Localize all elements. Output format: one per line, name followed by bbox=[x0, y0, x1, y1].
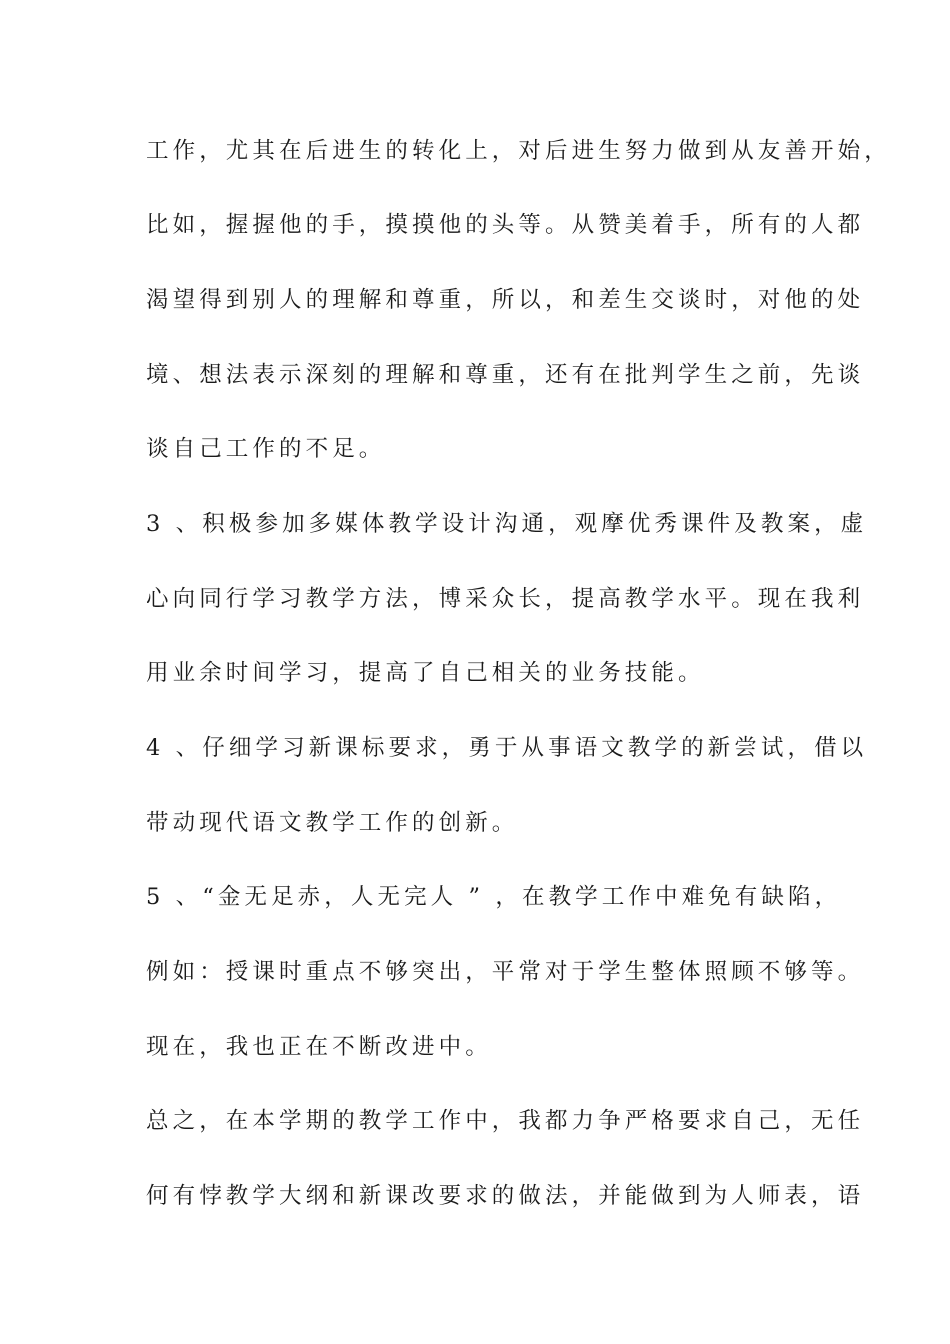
text-line: 现在，我也正在不断改进中。 bbox=[146, 1034, 492, 1060]
text-line: 工作，尤其在后进生的转化上，对后进生努力做到从友善开始， bbox=[146, 138, 891, 164]
text-line: 比如，握握他的手，摸摸他的头等。从赞美着手，所有的人都 bbox=[146, 212, 865, 238]
text-line: 心向同行学习教学方法，博采众长，提高教学水平。现在我利 bbox=[146, 586, 865, 612]
text-line: 例如：授课时重点不够突出，平常对于学生整体照顾不够等。 bbox=[146, 959, 865, 985]
text-line: 用业余时间学习，提高了自己相关的业务技能。 bbox=[146, 660, 705, 686]
text-line: 渴望得到别人的理解和尊重，所以，和差生交谈时，对他的处 bbox=[146, 287, 865, 313]
list-item-4: 4 、仔细学习新课标要求，勇于从事语文教学的新尝试，借以 bbox=[146, 735, 868, 761]
summary-paragraph-line: 何有悖教学大纲和新课改要求的做法，并能做到为人师表，语 bbox=[146, 1183, 865, 1209]
text-line: 境、想法表示深刻的理解和尊重，还有在批判学生之前，先谈 bbox=[146, 362, 865, 388]
list-item-3: 3 、积极参加多媒体教学设计沟通，观摩优秀课件及教案，虚 bbox=[146, 511, 868, 537]
list-item-5: 5 、“金无足赤，人无完人 ” ，在教学工作中难免有缺陷， bbox=[146, 884, 842, 910]
summary-paragraph-line: 总之，在本学期的教学工作中，我都力争严格要求自己，无任 bbox=[146, 1108, 865, 1134]
text-line: 带动现代语文教学工作的创新。 bbox=[146, 810, 519, 836]
text-line: 谈自己工作的不足。 bbox=[146, 436, 386, 462]
